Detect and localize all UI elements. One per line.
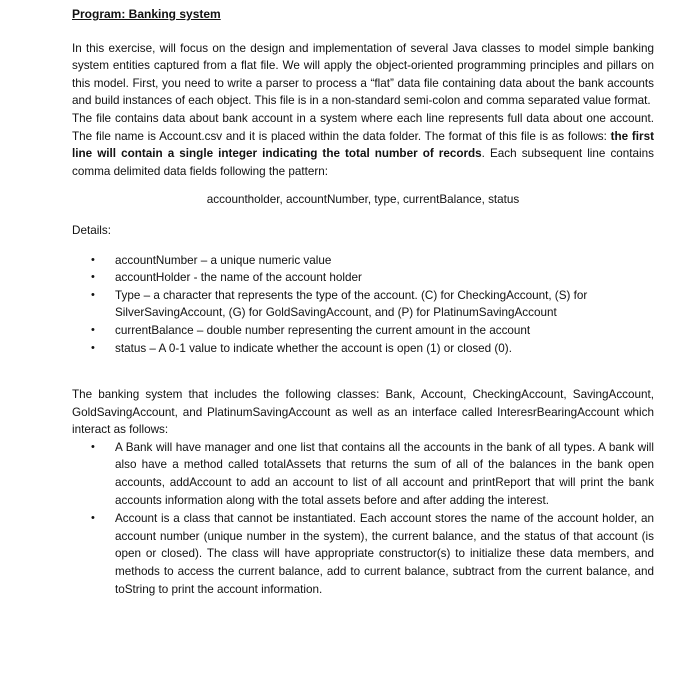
bullet-icon: • <box>91 271 95 284</box>
list-item-text: A Bank will have manager and one list that contains all the accounts in the bank of all types. A bank will also have a method called totalAssets that returns the sum of all of the balances in the bank open accounts, addAccount to add an account to list of all account and printReport that will print the bank accounts information along with the total assets before and after adding the interest. <box>115 440 654 507</box>
list-item-text: Type – a character that represents the type of the account. (C) for CheckingAccount, (S) for SilverSavingAccount, (G) for GoldSavingAccount, and (P) for PlatinumSavingAccount <box>115 288 588 320</box>
list-item-text: accountNumber – a unique numeric value <box>115 253 332 267</box>
list-item <box>91 340 654 358</box>
classes-intro-paragraph: The banking system that includes the following classes: Bank, Account, CheckingAccount, SavingAccount, GoldSavingAccount, and PlatinumSavingAccount as well as an interface called InteresrBearingAccount which interact as follows: <box>72 388 654 437</box>
details-list <box>72 252 654 358</box>
intro-p2-end: . Each subsequent line contains comma delimited data fields following the pattern: <box>72 147 654 178</box>
bullet-icon: • <box>91 253 95 266</box>
list-item-text: currentBalance – double number representing the current amount in the account <box>115 323 531 337</box>
details-heading: Details: <box>72 223 111 237</box>
intro-paragraph-1: In this exercise, will focus on the design and implementation of several Java classes to model simple banking system entities captured from a flat file. We will apply the object-oriented programming principles and pillars on this model. First, you need to write a parser to process a “flat” data file containing data about the bank accounts and build instances of each object. This file is in a non-standard semi-colon and comma separated value format. <box>72 41 654 108</box>
intro-p2-start: The file contains data about bank account in a system where each line represents full data about one account. The file name is Account.csv and it is placed within the data folder. The format of this file is as follows: <box>72 111 654 143</box>
bullet-icon: • <box>91 440 95 453</box>
list-item <box>91 287 654 322</box>
list-item <box>91 322 654 340</box>
list-item <box>91 439 654 509</box>
bullet-icon: • <box>91 341 95 354</box>
csv-pattern: accountholder, accountNumber, type, currentBalance, status <box>206 193 520 207</box>
list-item <box>91 269 654 287</box>
list-item-text: Account is a class that cannot be instantiated. Each account stores the name of the account holder, an account number (unique number in the system), the current balance, and the status of that account (is open or closed). The class will have appropriate constructor(s) to initialize these data members, and methods to access the current balance, add to current balance, subtract from the current balance, and toString to print the account information. <box>115 512 654 596</box>
list-item-text: accountHolder - the name of the account holder <box>115 271 362 285</box>
document-title: Program: Banking system <box>72 7 221 21</box>
list-item <box>91 510 654 598</box>
bullet-icon: • <box>91 288 95 301</box>
classes-list <box>72 439 654 598</box>
bullet-icon: • <box>91 323 95 336</box>
list-item-text: status – A 0-1 value to indicate whether the account is open (1) or closed (0). <box>115 341 512 355</box>
list-item <box>91 252 654 270</box>
bullet-icon: • <box>91 512 95 525</box>
intro-p2-bold: the first line will contain a single integer indicating the total number of records <box>72 129 654 161</box>
intro-paragraph-2 <box>72 110 654 180</box>
